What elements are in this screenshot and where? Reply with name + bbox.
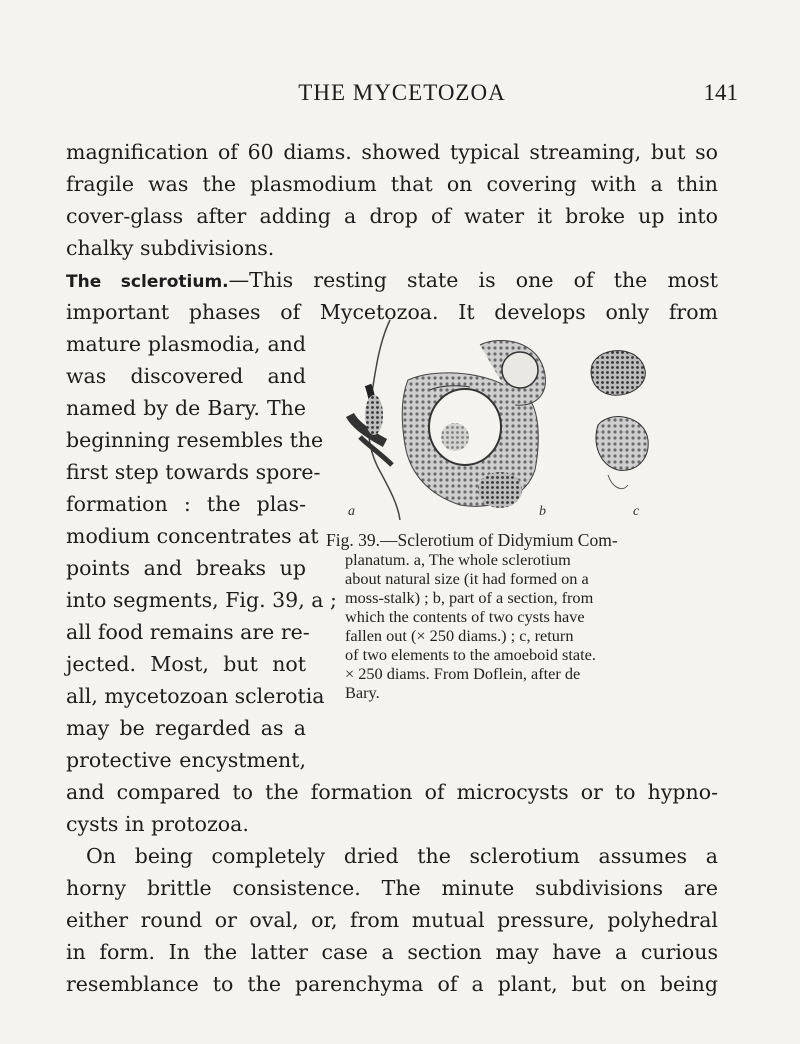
figure-label-c: c — [633, 504, 640, 519]
body-line: On being completely dried the sclerotium assumes a — [86, 844, 718, 868]
caption-line: × 250 diams. From Doflein, after de — [345, 664, 581, 683]
caption-line: Bary. — [345, 683, 380, 702]
body-line: chalky subdivisions. — [66, 236, 275, 260]
body-line: and compared to the formation of microcysts or to hypno- — [66, 780, 718, 804]
side-line: all food remains are re- — [66, 620, 310, 644]
figure-part-b — [402, 340, 545, 508]
body-line: fragile was the plasmodium that on covering with a thin — [66, 172, 718, 196]
side-line: was discovered and — [66, 364, 306, 388]
caption-line: fallen out (× 250 diams.) ; c, return — [345, 626, 574, 645]
figure-part-a — [350, 320, 400, 520]
side-line: all, mycetozoan sclerotia — [66, 684, 325, 708]
caption-line: moss-stalk) ; b, part of a section, from — [345, 588, 594, 607]
side-line: protective encystment, — [66, 748, 306, 772]
side-line: named by de Bary. The — [66, 396, 306, 420]
body-line: cover-glass after adding a drop of water it broke up into — [66, 204, 718, 228]
page-number: 141 — [703, 80, 738, 105]
sclerotium-illustration — [330, 315, 660, 535]
body-line: cysts in protozoa. — [66, 812, 249, 836]
section-line-text: —This resting state is one of the most — [228, 268, 718, 292]
side-line: first step towards spore- — [66, 460, 321, 484]
figure-39 — [330, 315, 660, 535]
caption-lead: Fig. 39.—Sclerotium of Didymium Com- — [326, 530, 618, 550]
side-line: points and breaks up — [66, 556, 306, 580]
body-line: horny brittle consistence. The minute subdivisions are — [66, 876, 718, 900]
running-title: THE MYCETOZOA — [298, 80, 506, 105]
side-line: into segments, Fig. 39, a ; — [66, 588, 337, 612]
section-heading: The sclerotium. — [66, 272, 229, 292]
caption-line: planatum. a, The whole sclerotium — [345, 550, 571, 569]
body-line: either round or oval, or, from mutual pressure, polyhedral — [66, 908, 718, 932]
body-line: resemblance to the parenchyma of a plant, but on being — [66, 972, 718, 996]
side-line: may be regarded as a — [66, 716, 306, 740]
page-header — [66, 80, 738, 112]
body-line: important phases of Mycetozoa. It develops only from — [66, 300, 718, 324]
body-line: magnification of 60 diams. showed typical streaming, but so — [66, 140, 718, 164]
figure-label-a: a — [348, 504, 355, 519]
side-line: formation : the plas- — [66, 492, 306, 516]
side-line: mature plasmodia, and — [66, 332, 306, 356]
body-line: in form. In the latter case a section may have a curious — [66, 940, 718, 964]
section-line — [66, 264, 718, 298]
caption-line: about natural size (it had formed on a — [345, 569, 589, 588]
side-line: beginning resembles the — [66, 428, 324, 452]
figure-label-b: b — [539, 504, 546, 519]
caption-line: of two elements to the amoeboid state. — [345, 645, 596, 664]
side-line: jected. Most, but not — [66, 652, 306, 676]
caption-line: which the contents of two cysts have — [345, 607, 585, 626]
side-line: modium concentrates at — [66, 524, 319, 548]
figure-caption — [326, 531, 666, 702]
figure-part-c — [591, 351, 648, 489]
